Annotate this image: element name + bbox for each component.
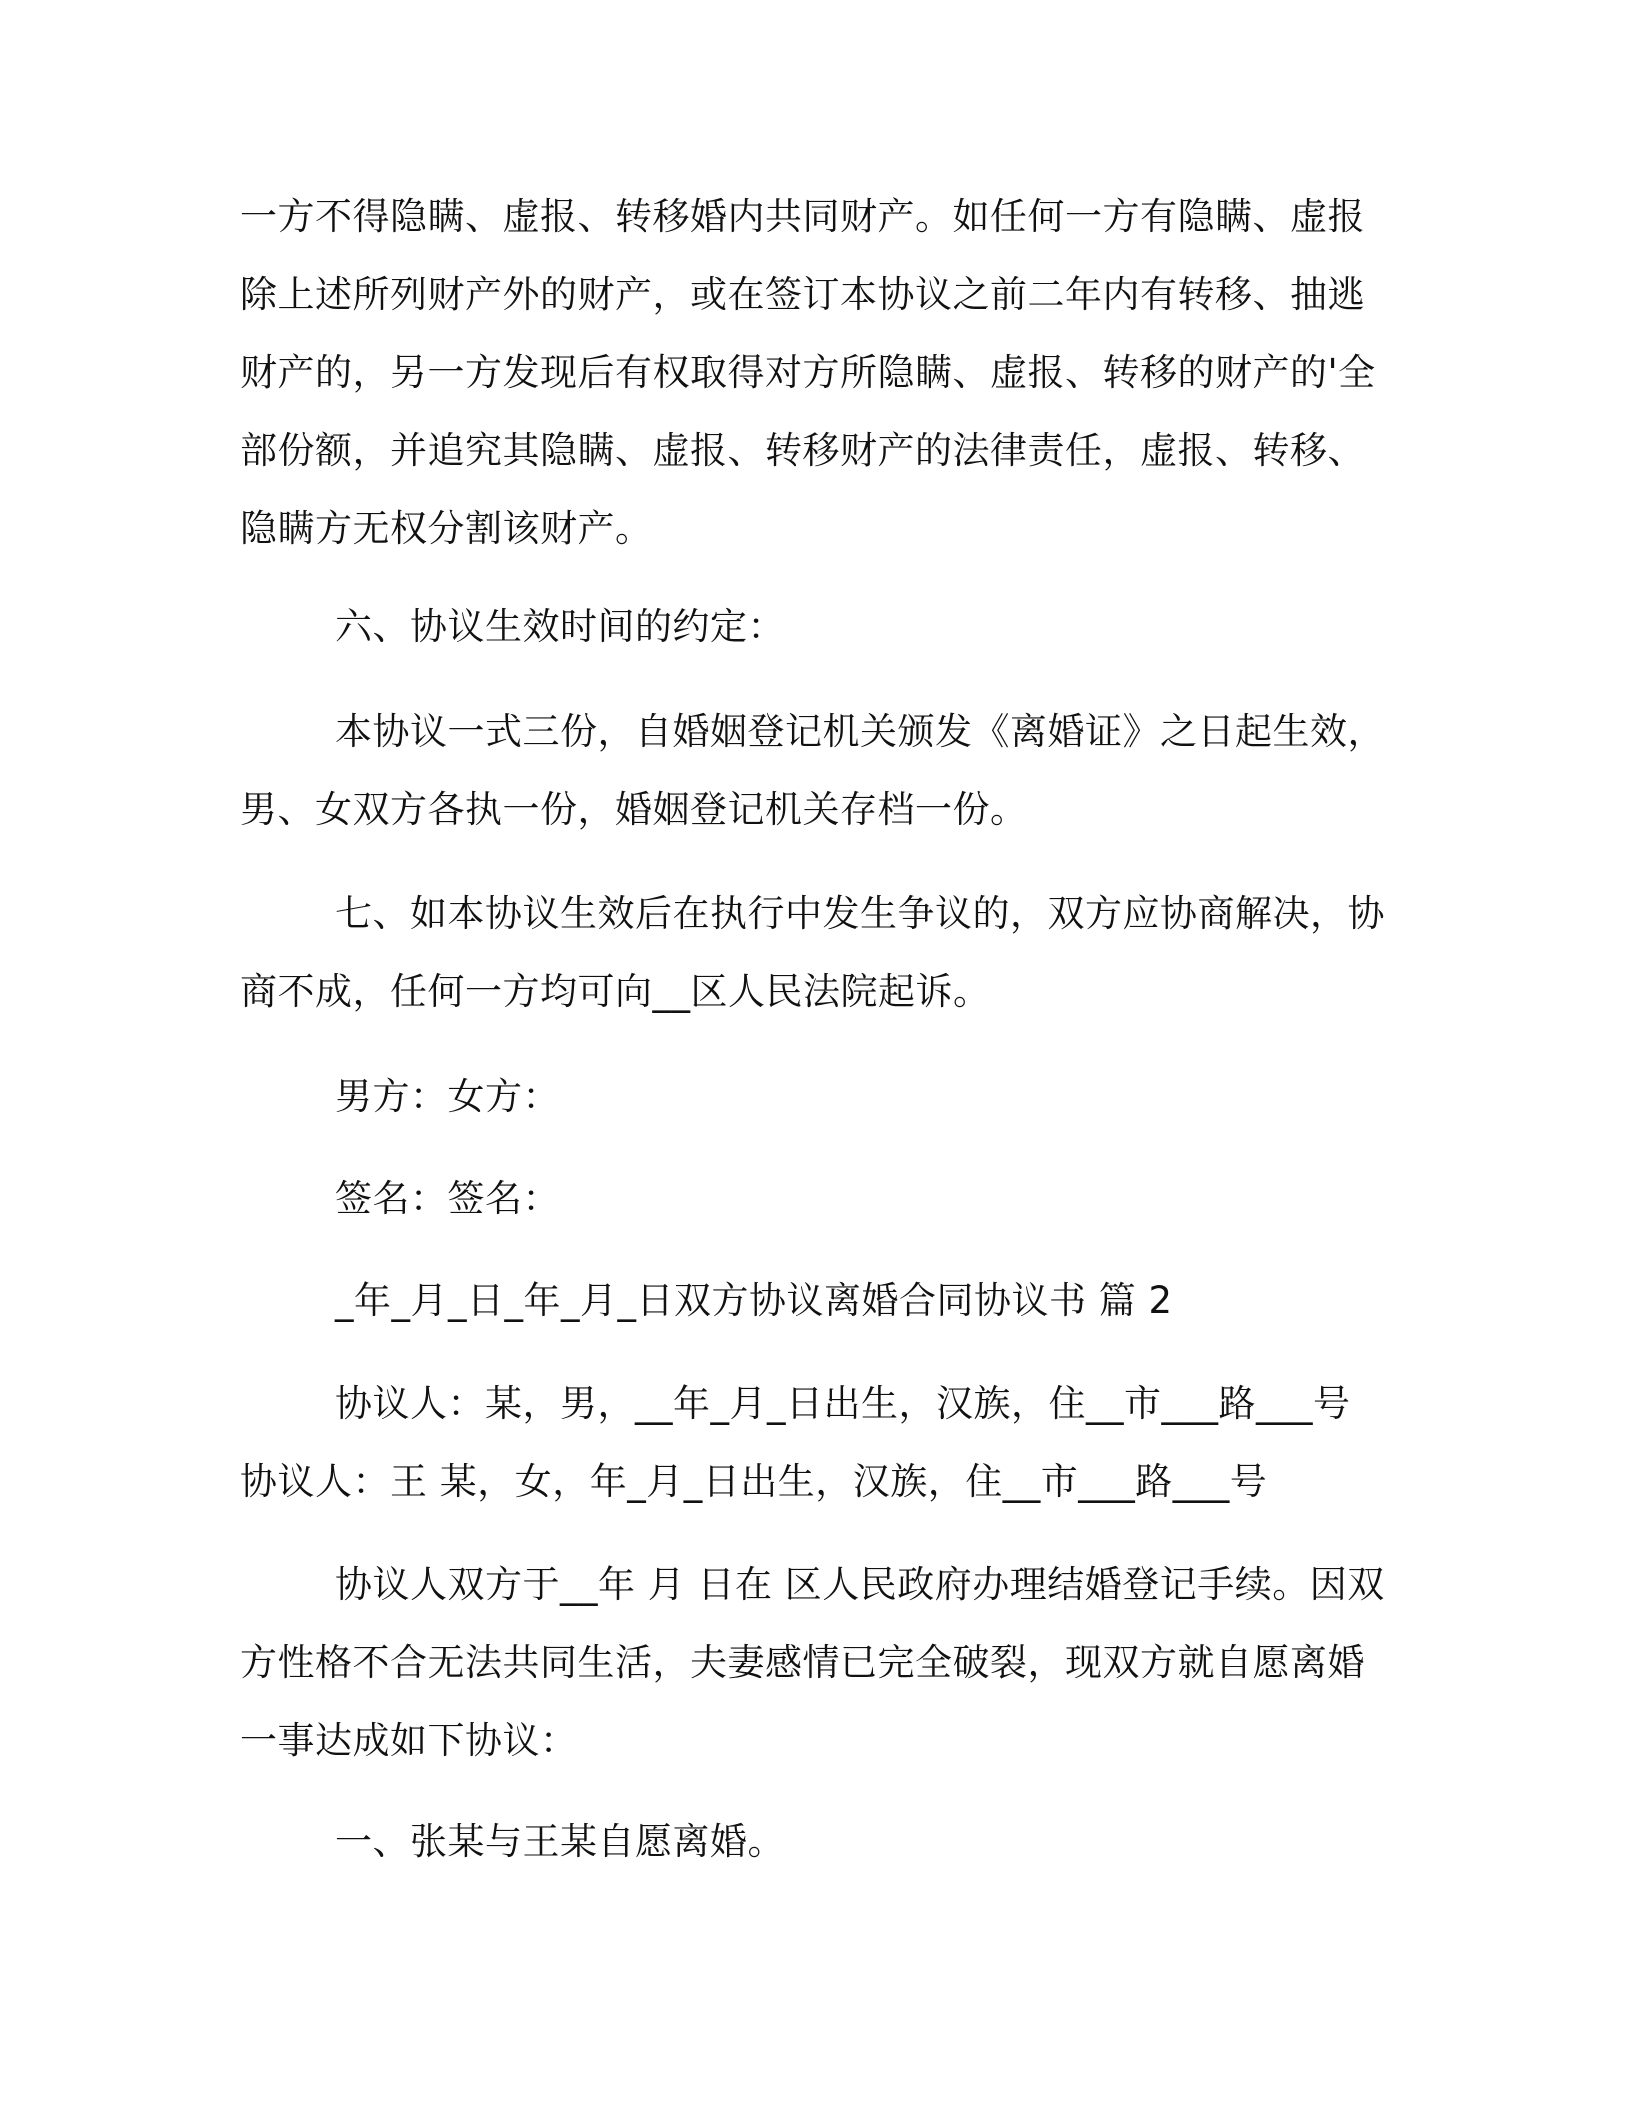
text-line: 男、女双方各执一份，婚姻登记机关存档一份。 bbox=[240, 788, 1028, 831]
text-line: 男方：女方： bbox=[335, 1075, 560, 1118]
text-line: 商不成，任何一方均可向__区人民法院起诉。 bbox=[240, 970, 991, 1013]
section-heading-effective-time bbox=[240, 588, 1390, 666]
parties-line bbox=[240, 1058, 1390, 1136]
text-line: 签名：签名： bbox=[335, 1177, 560, 1220]
text-line: 财产的，另一方发现后有权取得对方所隐瞒、虚报、转移的财产的'全 bbox=[240, 351, 1376, 394]
text-line: 隐瞒方无权分割该财产。 bbox=[240, 507, 653, 550]
heading-text: 六、协议生效时间的约定： bbox=[335, 605, 785, 648]
text-line: 协议人：某，男，__年_月_日出生，汉族，住__市___路___号 bbox=[335, 1382, 1351, 1425]
party-info bbox=[240, 1365, 1390, 1521]
text-line: _年_月_日_年_月_日双方协议离婚合同协议书 篇 2 bbox=[335, 1279, 1173, 1322]
text-line: 除上述所列财产外的财产，或在签订本协议之前二年内有转移、抽逃 bbox=[240, 273, 1365, 316]
text-line: 一、张某与王某自愿离婚。 bbox=[335, 1820, 785, 1863]
date-and-title-line bbox=[240, 1262, 1390, 1340]
text-line: 一事达成如下协议： bbox=[240, 1719, 578, 1762]
paragraph-dispute bbox=[240, 875, 1390, 1031]
text-line: 部份额，并追究其隐瞒、虚报、转移财产的法律责任，虚报、转移、 bbox=[240, 429, 1365, 472]
text-line: 本协议一式三份，自婚姻登记机关颁发《离婚证》之日起生效， bbox=[335, 710, 1385, 753]
paragraph-agreement-intro bbox=[240, 1546, 1390, 1780]
item-one bbox=[240, 1803, 1390, 1881]
signature-line bbox=[240, 1160, 1390, 1238]
paragraph-copies bbox=[240, 693, 1390, 849]
text-line: 方性格不合无法共同生活，夫妻感情已完全破裂，现双方就自愿离婚 bbox=[240, 1641, 1365, 1684]
text-line: 七、如本协议生效后在执行中发生争议的，双方应协商解决，协 bbox=[335, 892, 1385, 935]
paragraph-property-concealment bbox=[240, 178, 1390, 568]
text-line: 一方不得隐瞒、虚报、转移婚内共同财产。如任何一方有隐瞒、虚报 bbox=[240, 195, 1365, 238]
text-line: 协议人：王 某，女，年_月_日出生，汉族，住__市___路___号 bbox=[240, 1460, 1268, 1503]
text-line: 协议人双方于__年 月 日在 区人民政府办理结婚登记手续。因双 bbox=[335, 1563, 1385, 1606]
